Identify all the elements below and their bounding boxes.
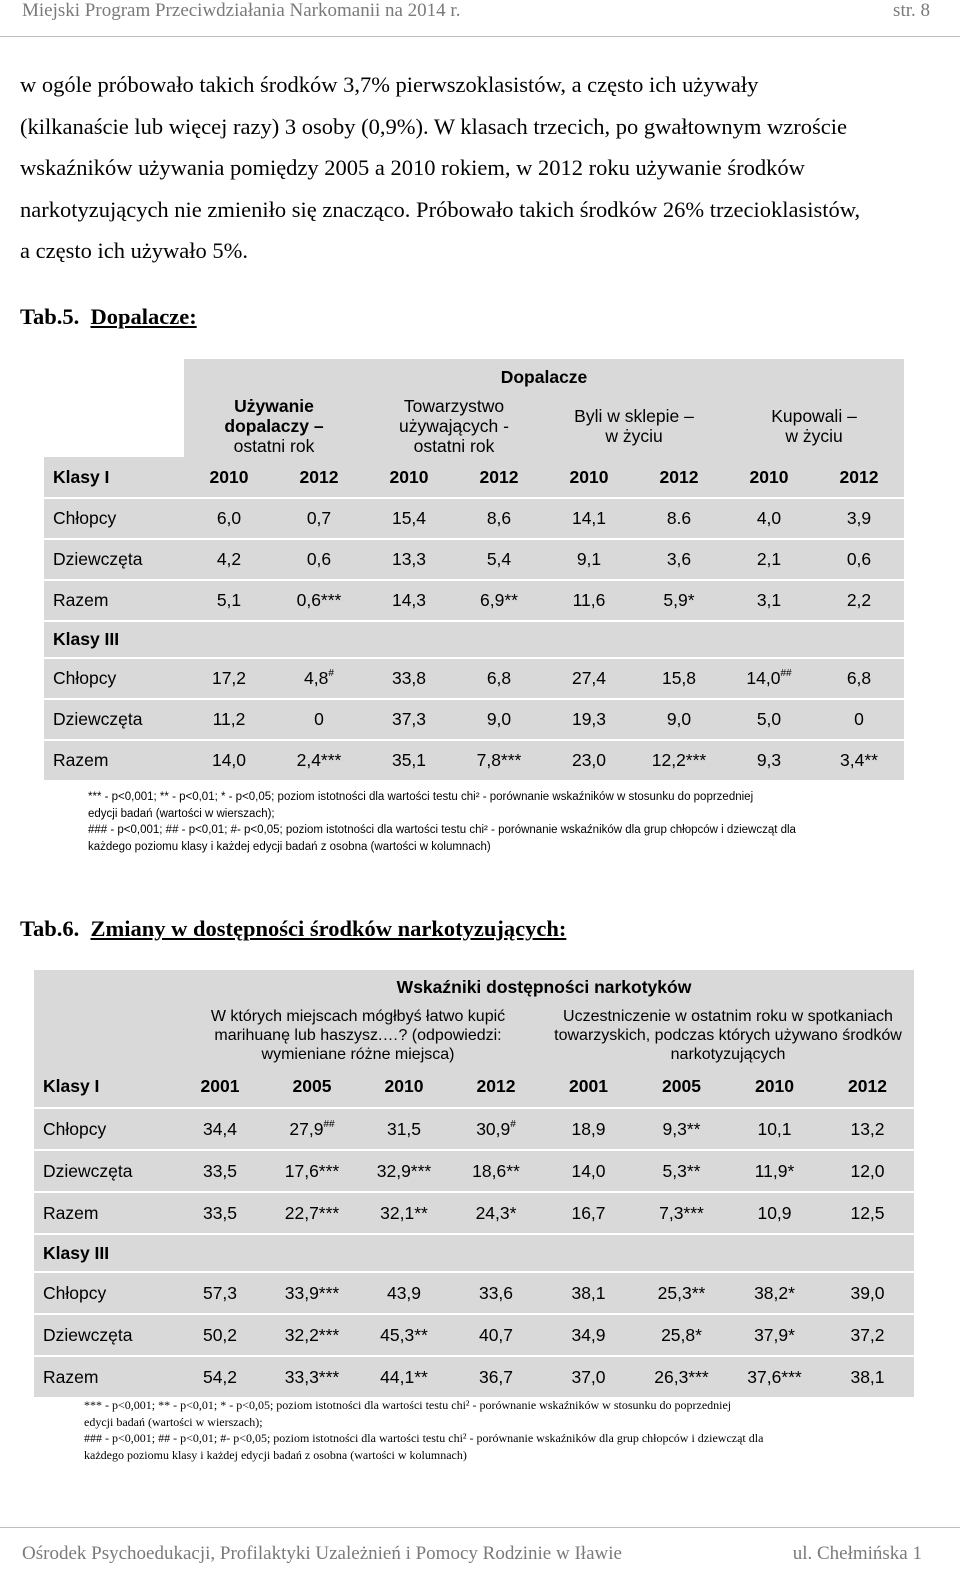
table6-super-header: Wskaźniki dostępności narkotyków xyxy=(174,970,914,1004)
cell-value: 6,8 xyxy=(846,668,872,688)
table-cell xyxy=(544,699,634,740)
table-cell xyxy=(635,1150,728,1192)
table-row xyxy=(34,1108,914,1150)
cell-marker: ## xyxy=(323,1118,335,1130)
cell-value: 32,1** xyxy=(380,1202,428,1223)
table-cell xyxy=(184,498,274,539)
year-header-row xyxy=(34,1066,914,1108)
cell-value: 18,6** xyxy=(472,1160,520,1181)
cell-value: 40,7 xyxy=(478,1324,514,1345)
year-header: 2010 xyxy=(728,1066,821,1108)
row-label: Chłopcy xyxy=(34,1108,174,1150)
cell-value: 15,8 xyxy=(661,668,697,688)
cell-value: 35,1 xyxy=(391,750,427,770)
cell-value: 9,0 xyxy=(486,709,512,729)
cell-value: 26,3*** xyxy=(654,1366,709,1387)
table-cell xyxy=(274,658,364,699)
cell-value: 31,5 xyxy=(386,1118,422,1139)
cell-value: 12,2*** xyxy=(651,750,707,770)
cell-value: 12,5 xyxy=(850,1202,885,1223)
table-cell xyxy=(450,1108,542,1150)
row-label: Razem xyxy=(44,580,184,621)
cell-value: 8,6 xyxy=(486,508,512,528)
section-label: Klasy I xyxy=(34,1066,174,1108)
cell-value: 13,2 xyxy=(850,1118,885,1139)
table6-caption-title: Zmiany w dostępności środków narkotyzujących: xyxy=(90,916,567,941)
table6-group-header: Uczestniczenie w ostatnim roku w spotkaniach towarzyskich, podczas których używano środków narkotyzujących xyxy=(542,1004,914,1066)
table-cell xyxy=(724,539,814,580)
cell-value: 25,8* xyxy=(661,1324,702,1345)
footer-address: ul. Chełmińska 1 xyxy=(792,1543,922,1564)
table-cell xyxy=(542,1108,635,1150)
cell-value: 14,3 xyxy=(391,590,427,610)
table-cell xyxy=(634,658,724,699)
cell-value: 33,6 xyxy=(478,1282,514,1303)
table5-notes xyxy=(88,789,888,855)
cell-value: 37,3 xyxy=(391,709,427,729)
table-cell xyxy=(634,699,724,740)
cell-value: 33,5 xyxy=(202,1160,238,1181)
cell-value: 10,1 xyxy=(757,1118,792,1139)
cell-value: 34,9 xyxy=(571,1324,606,1345)
table6-caption xyxy=(20,916,566,942)
table-cell xyxy=(454,539,544,580)
paragraph-line: narkotyzujących nie zmieniło się znacząco. Próbowało takich środków 26% trzecioklasistów, xyxy=(20,196,861,222)
cell-value: 4,2 xyxy=(216,549,242,569)
table-row xyxy=(44,498,904,539)
table-cell xyxy=(635,1314,728,1356)
row-label: Dziewczęta xyxy=(44,699,184,740)
table-cell xyxy=(184,740,274,781)
year-header: 2012 xyxy=(821,1066,914,1108)
cell-value: 3,9 xyxy=(846,508,872,528)
table-cell xyxy=(266,1150,358,1192)
cell-value: 22,7*** xyxy=(284,1202,340,1223)
cell-value: 14,0 xyxy=(571,1160,606,1181)
year-header: 2010 xyxy=(724,457,814,498)
table6-caption-number: Tab.6. xyxy=(20,916,80,941)
table-cell xyxy=(454,658,544,699)
cell-value: 14,0 xyxy=(211,750,247,770)
table-cell xyxy=(184,658,274,699)
table-cell xyxy=(728,1192,821,1234)
footnote-line: każdego poziomu klasy i każdej edycji badań z osobna (wartości w kolumnach) xyxy=(84,1447,467,1462)
table-cell xyxy=(266,1192,358,1234)
cell-value: 0,6*** xyxy=(296,590,342,610)
section-row xyxy=(44,621,904,658)
table-cell xyxy=(358,1108,450,1150)
table-cell xyxy=(174,1192,266,1234)
cell-value: 9,3 xyxy=(756,750,782,770)
cell-value: 33,3*** xyxy=(284,1366,340,1387)
cell-value: 3,6 xyxy=(666,549,692,569)
row-label: Chłopcy xyxy=(34,1272,174,1314)
cell-marker: # xyxy=(328,668,334,679)
table5-group-header: Kupowali – w życiu xyxy=(724,395,904,457)
cell-value: 4,0 xyxy=(756,508,782,528)
page-number: str. 8 xyxy=(893,0,930,21)
table-row xyxy=(44,740,904,781)
table-row xyxy=(34,1356,914,1398)
table5 xyxy=(44,359,904,782)
table-cell xyxy=(184,699,274,740)
table-cell xyxy=(724,498,814,539)
table5-super-header: Dopalacze xyxy=(184,359,904,395)
table-cell xyxy=(724,699,814,740)
cell-value: 36,7 xyxy=(478,1366,514,1387)
cell-value: 38,1 xyxy=(571,1282,606,1303)
cell-value: 7,8*** xyxy=(476,750,522,770)
table-cell xyxy=(450,1272,542,1314)
cell-value: 37,6*** xyxy=(747,1366,802,1387)
table5-caption-number: Tab.5. xyxy=(20,304,80,329)
table-cell xyxy=(174,1356,266,1398)
table-cell xyxy=(635,1108,728,1150)
cell-value: 9,3** xyxy=(662,1118,701,1139)
table-cell xyxy=(454,580,544,621)
cell-value: 5,0 xyxy=(756,709,782,729)
paragraph-line: w ogóle próbowało takich środków 3,7% pierwszoklasistów, a często ich używały xyxy=(20,72,759,97)
footer-org: Ośrodek Psychoedukacji, Profilaktyki Uzależnień i Pomocy Rodzinie w Iławie xyxy=(22,1543,622,1564)
cell-value: 3,1 xyxy=(756,590,782,610)
table-cell xyxy=(728,1356,821,1398)
row-label: Dziewczęta xyxy=(44,539,184,580)
table5-group-header: Towarzystwo używających - ostatni rok xyxy=(364,395,544,457)
cell-value: 4,8 xyxy=(304,668,329,688)
section-label: Klasy III xyxy=(44,621,184,658)
cell-value: 39,0 xyxy=(850,1282,885,1303)
cell-value: 33,5 xyxy=(202,1202,238,1223)
table-cell xyxy=(274,740,364,781)
cell-value: 54,2 xyxy=(202,1366,238,1387)
table-cell xyxy=(358,1192,450,1234)
table-cell xyxy=(728,1272,821,1314)
paragraph-line: a często ich używało 5%. xyxy=(20,238,249,263)
cell-value: 30,9 xyxy=(476,1118,511,1139)
cell-value: 9,0 xyxy=(666,709,692,729)
table-cell xyxy=(814,580,904,621)
cell-value: 25,3** xyxy=(657,1282,706,1303)
year-header: 2012 xyxy=(814,457,904,498)
table-row xyxy=(44,699,904,740)
cell-value: 12,0 xyxy=(850,1160,885,1181)
table-cell xyxy=(450,1192,542,1234)
cell-value: 3,4** xyxy=(840,750,878,770)
table-cell xyxy=(542,1272,635,1314)
cell-value: 2,4*** xyxy=(296,750,342,770)
table-cell xyxy=(821,1356,914,1398)
table-cell xyxy=(174,1314,266,1356)
table-cell xyxy=(174,1272,266,1314)
cell-value: 14,1 xyxy=(571,508,607,528)
cell-value: 38,2* xyxy=(754,1282,795,1303)
table-row xyxy=(34,1150,914,1192)
year-header: 2010 xyxy=(364,457,454,498)
table-cell xyxy=(821,1108,914,1150)
cell-value: 5,4 xyxy=(486,549,512,569)
cell-value: 0 xyxy=(314,709,324,729)
table-cell xyxy=(266,1108,358,1150)
table5-group-header: Byli w sklepie – w życiu xyxy=(544,395,724,457)
table-cell xyxy=(821,1150,914,1192)
paragraph-line: wskaźników używania pomiędzy 2005 a 2010 rokiem, w 2012 roku używanie środków xyxy=(20,155,805,180)
cell-value: 27,9 xyxy=(289,1118,324,1139)
row-label: Razem xyxy=(44,740,184,781)
footnote-line: każdego poziomu klasy i każdej edycji badań z osobna (wartości w kolumnach) xyxy=(88,840,491,853)
row-label: Chłopcy xyxy=(44,498,184,539)
cell-value: 15,4 xyxy=(391,508,427,528)
cell-value: 8.6 xyxy=(666,508,692,528)
year-header: 2005 xyxy=(266,1066,358,1108)
table-cell xyxy=(454,740,544,781)
year-header: 2010 xyxy=(358,1066,450,1108)
table-cell xyxy=(364,740,454,781)
table-cell xyxy=(635,1192,728,1234)
cell-value: 24,3* xyxy=(475,1202,517,1223)
table-cell xyxy=(364,539,454,580)
table-cell xyxy=(542,1356,635,1398)
cell-value: 43,9 xyxy=(386,1282,422,1303)
cell-value: 11,9* xyxy=(754,1160,795,1181)
footnote-line: edycji badań (wartości w wierszach); xyxy=(88,807,275,820)
cell-value: 2,2 xyxy=(846,590,872,610)
cell-value: 18,9 xyxy=(571,1118,606,1139)
row-label: Razem xyxy=(34,1192,174,1234)
table5-caption xyxy=(20,304,197,330)
table-cell xyxy=(358,1314,450,1356)
cell-value: 6,0 xyxy=(216,508,242,528)
year-header-row xyxy=(44,457,904,498)
table-row xyxy=(34,1314,914,1356)
table-row xyxy=(44,658,904,699)
cell-value: 0,6 xyxy=(306,549,332,569)
row-label: Dziewczęta xyxy=(34,1314,174,1356)
table-cell xyxy=(358,1150,450,1192)
cell-value: 0 xyxy=(854,709,864,729)
table-cell xyxy=(821,1314,914,1356)
table-cell xyxy=(724,580,814,621)
cell-value: 32,2*** xyxy=(284,1324,340,1345)
table6-notes xyxy=(84,1397,884,1463)
footnote-line: edycji badań (wartości w wierszach); xyxy=(84,1414,263,1429)
cell-value: 5,3** xyxy=(662,1160,701,1181)
cell-value: 16,7 xyxy=(571,1202,606,1223)
cell-value: 14,0 xyxy=(746,668,781,688)
table-cell xyxy=(814,699,904,740)
table-cell xyxy=(542,1314,635,1356)
table-cell xyxy=(544,658,634,699)
section-label: Klasy I xyxy=(44,457,184,498)
table-cell xyxy=(358,1272,450,1314)
table-cell xyxy=(542,1192,635,1234)
table-cell xyxy=(724,740,814,781)
year-header: 2010 xyxy=(544,457,634,498)
cell-value: 44,1** xyxy=(380,1366,428,1387)
cell-value: 5,1 xyxy=(216,590,242,610)
table-row xyxy=(34,1272,914,1314)
table-cell xyxy=(821,1192,914,1234)
table-cell xyxy=(634,580,724,621)
table-cell xyxy=(634,740,724,781)
table-cell xyxy=(364,699,454,740)
footnote-line: ### - p<0,001; ## - p<0,01; #- p<0,05; poziom istotności dla wartości testu chi² - porównanie wskaźników dla grup chłopców i dziewcząt dla xyxy=(84,1431,764,1445)
table-cell xyxy=(174,1150,266,1192)
table-cell xyxy=(544,498,634,539)
cell-value: 32,9*** xyxy=(376,1160,432,1181)
table-cell xyxy=(814,539,904,580)
table-cell xyxy=(542,1150,635,1192)
row-label: Chłopcy xyxy=(44,658,184,699)
cell-value: 0,6 xyxy=(846,549,872,569)
footnote-line: *** - p<0,001; ** - p<0,01; * - p<0,05; poziom istotności dla wartości testu chi² - porównanie wskaźników w stosunku do poprzedniej xyxy=(88,791,754,803)
cell-value: 37,9* xyxy=(754,1324,795,1345)
section-row xyxy=(34,1234,914,1272)
cell-value: 50,2 xyxy=(202,1324,238,1345)
cell-value: 27,4 xyxy=(571,668,607,688)
table-cell xyxy=(358,1356,450,1398)
cell-value: 7,3*** xyxy=(659,1202,704,1223)
cell-value: 0,7 xyxy=(306,508,332,528)
table-cell xyxy=(450,1314,542,1356)
cell-value: 19,3 xyxy=(571,709,607,729)
table-row xyxy=(34,1192,914,1234)
table6-group-header: W których miejscach mógłbyś łatwo kupić marihuanę lub haszysz.…? (odpowiedzi: wymieniane różne miejsca) xyxy=(174,1004,542,1066)
table-row xyxy=(44,539,904,580)
table-cell xyxy=(814,740,904,781)
table-cell xyxy=(544,539,634,580)
year-header: 2012 xyxy=(634,457,724,498)
table-cell xyxy=(450,1356,542,1398)
cell-value: 13,3 xyxy=(391,549,427,569)
table-cell xyxy=(454,699,544,740)
table-cell xyxy=(635,1356,728,1398)
cell-value: 38,1 xyxy=(850,1366,885,1387)
table-cell xyxy=(266,1272,358,1314)
cell-value: 33,9*** xyxy=(284,1282,340,1303)
cell-value: 11,6 xyxy=(572,590,606,610)
cell-value: 10,9 xyxy=(757,1202,792,1223)
table-cell xyxy=(544,740,634,781)
year-header: 2012 xyxy=(274,457,364,498)
year-header: 2010 xyxy=(184,457,274,498)
table-cell xyxy=(184,539,274,580)
table-row xyxy=(44,580,904,621)
footnote-line: ### - p<0,001; ## - p<0,01; #- p<0,05; poziom istotności dla wartości testu chi² - porównanie wskaźników dla grup chłopców i dziewcząt dla xyxy=(88,824,796,836)
year-header: 2012 xyxy=(454,457,544,498)
cell-value: 2,1 xyxy=(756,549,782,569)
table-cell xyxy=(814,658,904,699)
table-cell xyxy=(364,580,454,621)
table-cell xyxy=(814,498,904,539)
cell-value: 17,6*** xyxy=(284,1160,340,1181)
paragraph-line: (kilkanaście lub więcej razy) 3 osoby (0,9%). W klasach trzecich, po gwałtownym wzroście xyxy=(20,113,848,139)
header-title: Miejski Program Przeciwdziałania Narkomanii na 2014 r. xyxy=(22,0,461,21)
body-paragraph xyxy=(20,64,928,272)
table5-caption-title: Dopalacze: xyxy=(90,304,197,329)
table-cell xyxy=(450,1150,542,1192)
table-cell xyxy=(364,498,454,539)
table-cell xyxy=(728,1314,821,1356)
table-cell xyxy=(635,1272,728,1314)
cell-marker: # xyxy=(510,1118,516,1130)
cell-value: 45,3** xyxy=(380,1324,428,1345)
year-header: 2001 xyxy=(542,1066,635,1108)
cell-value: 33,8 xyxy=(391,668,427,688)
year-header: 2001 xyxy=(174,1066,266,1108)
table-cell xyxy=(274,699,364,740)
table-cell xyxy=(634,539,724,580)
table5-group-header: Używanie dopalaczy – ostatni rok xyxy=(184,395,364,457)
cell-value: 11,2 xyxy=(212,709,246,729)
cell-value: 17,2 xyxy=(211,668,247,688)
row-label: Razem xyxy=(34,1356,174,1398)
table-cell xyxy=(728,1150,821,1192)
page-footer xyxy=(0,1527,960,1564)
cell-value: 6,8 xyxy=(486,668,512,688)
table-cell xyxy=(454,498,544,539)
table-cell xyxy=(266,1314,358,1356)
table-cell xyxy=(821,1272,914,1314)
cell-value: 23,0 xyxy=(571,750,607,770)
cell-value: 37,0 xyxy=(571,1366,606,1387)
cell-value: 37,2 xyxy=(850,1324,885,1345)
year-header: 2005 xyxy=(635,1066,728,1108)
cell-marker: ## xyxy=(780,668,792,679)
table-cell xyxy=(544,580,634,621)
row-label: Dziewczęta xyxy=(34,1150,174,1192)
table-cell xyxy=(724,658,814,699)
page-header xyxy=(0,0,960,37)
cell-value: 57,3 xyxy=(202,1282,238,1303)
table-cell xyxy=(728,1108,821,1150)
table-cell xyxy=(274,580,364,621)
table-cell xyxy=(274,498,364,539)
cell-value: 5,9* xyxy=(663,590,695,610)
table-cell xyxy=(174,1108,266,1150)
cell-value: 9,1 xyxy=(576,549,602,569)
section-label: Klasy III xyxy=(34,1234,174,1272)
table6 xyxy=(34,970,914,1399)
table-cell xyxy=(266,1356,358,1398)
table-cell xyxy=(184,580,274,621)
year-header: 2012 xyxy=(450,1066,542,1108)
cell-value: 34,4 xyxy=(202,1118,238,1139)
table-cell xyxy=(364,658,454,699)
footnote-line: *** - p<0,001; ** - p<0,01; * - p<0,05; poziom istotności dla wartości testu chi² - porównanie wskaźników w stosunku do poprzedniej xyxy=(84,1398,732,1412)
table-cell xyxy=(634,498,724,539)
cell-value: 6,9** xyxy=(480,590,518,610)
table-cell xyxy=(274,539,364,580)
